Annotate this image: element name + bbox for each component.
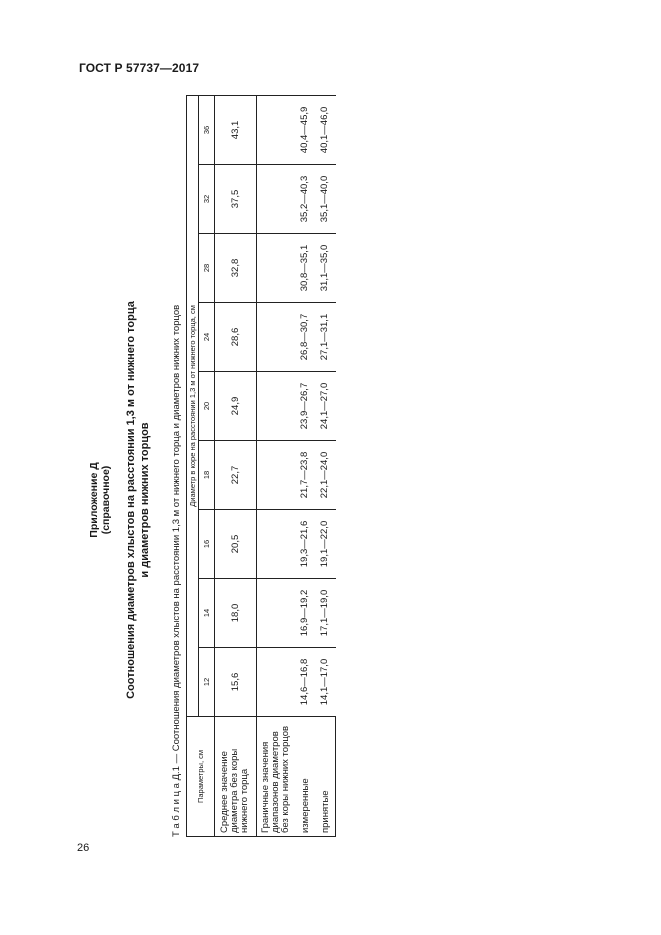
table-row-average xyxy=(215,95,256,836)
table-cell: 30,8—35,1 xyxy=(298,244,310,292)
column-header: 18 xyxy=(198,441,214,510)
table-cell: 31,1—35,0 xyxy=(318,244,330,292)
table-cell: 16,9—19,2 xyxy=(298,589,310,637)
param-header: Параметры, см xyxy=(187,717,215,837)
row-label-limits: Граничные значения диапазонов диаметров без коры нижних торцов xyxy=(256,717,295,837)
column-header: 20 xyxy=(198,372,214,441)
column-header: 14 xyxy=(198,579,214,648)
empty-cell xyxy=(256,648,335,717)
table-cell: 32,8 xyxy=(215,234,256,303)
table-cell: 43,1 xyxy=(215,95,256,164)
empty-cell xyxy=(256,372,335,441)
column-header: 36 xyxy=(198,95,214,164)
table-cell: 22,7 xyxy=(215,441,256,510)
table-cell: 14,6—16,8 xyxy=(298,658,310,706)
table-cell: 24,1—27,0 xyxy=(318,382,330,430)
annex-label: Приложение Д xyxy=(88,462,100,538)
table-cell: 19,3—21,6 xyxy=(298,520,310,568)
table-cell: 15,6 xyxy=(215,648,256,717)
empty-cell xyxy=(256,303,335,372)
table-caption: Т а б л и ц а Д.1 — Соотношения диаметров хлыстов на расстоянии 1,3 м от нижнего торца и диаметров нижних торцов xyxy=(171,304,182,837)
table-cell: 35,2—40,3 xyxy=(298,175,310,223)
empty-cell xyxy=(256,234,335,303)
standard-header: ГОСТ Р 57737—2017 xyxy=(79,61,200,75)
table-cell: 23,9—26,7 xyxy=(298,382,310,430)
empty-cell xyxy=(256,579,335,648)
table-cell: 40,4—45,9 xyxy=(298,106,310,154)
table-cell: 21,7—23,8 xyxy=(298,451,310,499)
table-cell: 24,9 xyxy=(215,372,256,441)
empty-cell xyxy=(256,441,335,510)
title-line-2: и диаметров нижних торцов xyxy=(139,422,151,578)
group-header: Диаметр в коре на расстоянии 1,3 м от нижнего торца, см xyxy=(187,95,199,716)
table-cell: 18,0 xyxy=(215,579,256,648)
column-header: 24 xyxy=(198,303,214,372)
table-cell: 35,1—40,0 xyxy=(318,175,330,223)
table-cell: 19,1—22,0 xyxy=(318,520,330,568)
column-header: 32 xyxy=(198,165,214,234)
column-header: 16 xyxy=(198,510,214,579)
column-header: 28 xyxy=(198,234,214,303)
empty-cell xyxy=(256,165,335,234)
table-row-limits xyxy=(256,95,295,836)
row-label-average: Среднее значение диаметра без коры нижнего торца xyxy=(215,717,256,837)
table-cell: 17,1—19,0 xyxy=(318,589,330,637)
row-label-accepted: принятые xyxy=(315,717,335,837)
column-header: 12 xyxy=(198,648,214,717)
table-cell: 37,5 xyxy=(215,165,256,234)
empty-cell xyxy=(256,510,335,579)
table-cell: 28,6 xyxy=(215,303,256,372)
annex-type: (справочное) xyxy=(100,465,112,535)
table-cell: 40,1—46,0 xyxy=(318,106,330,154)
table-container xyxy=(186,95,346,837)
title-line-1: Соотношения диаметров хлыстов на расстоянии 1,3 м от нижнего торца xyxy=(125,301,137,699)
empty-cell xyxy=(256,95,335,164)
table-cell: 22,1—24,0 xyxy=(318,451,330,499)
table-cell: 26,8—30,7 xyxy=(298,313,310,361)
table-cell: 14,1—17,0 xyxy=(318,658,330,706)
table-cell: 27,1—31,1 xyxy=(318,313,330,361)
table-cell: 20,5 xyxy=(215,510,256,579)
diameter-table xyxy=(186,95,336,837)
row-label-measured: измеренные xyxy=(295,717,316,837)
page-number: 26 xyxy=(77,842,90,854)
